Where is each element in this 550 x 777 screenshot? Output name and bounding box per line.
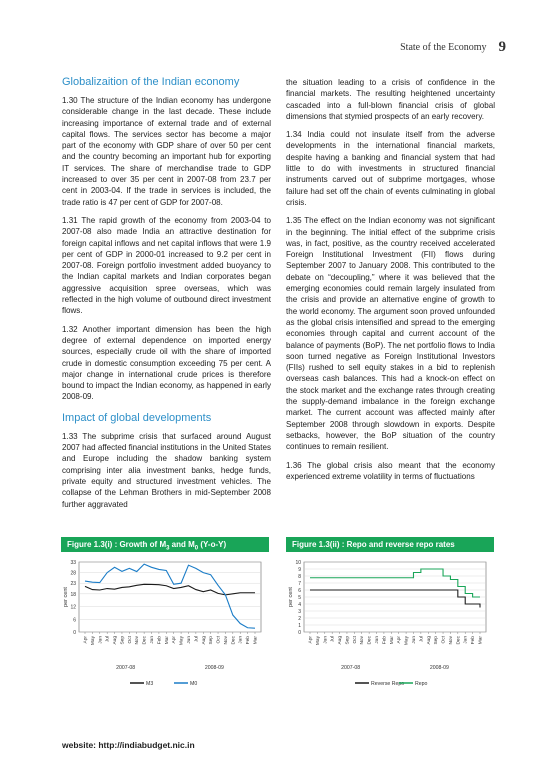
x-tick-label: May xyxy=(90,636,96,646)
figure-title: Figure 1.3(ii) : Repo and reverse repo rates xyxy=(286,537,494,552)
paragraph-1-32: 1.32 Another important dimension has been the high degree of external dependence on imported energy sources, especially crude oil with the share of imported crude in domestic consumption exceeding 75 per cent. A major change in international crude prices is therefore bound to impact the Indian economy, as happened in early 2008-09. xyxy=(62,324,271,402)
y-tick-label: 6 xyxy=(73,617,76,624)
y-tick-label: 18 xyxy=(70,591,76,598)
x-tick-label: Aug xyxy=(338,636,344,645)
x-tick-label: Oct xyxy=(216,636,222,644)
website-footer: website: http://indiabudget.nic.in xyxy=(62,740,195,750)
y-tick-label: 7 xyxy=(298,581,301,587)
legend-label: Reverse Repo xyxy=(371,681,405,687)
x-tick-label: Mar xyxy=(389,636,395,645)
x-tick-label: Jan xyxy=(238,636,244,644)
y-tick-label: 9 xyxy=(298,567,301,573)
x-tick-label: Aug xyxy=(201,636,207,645)
running-header xyxy=(400,38,506,55)
legend-label: Repo xyxy=(415,681,428,687)
x-tick-label: Sep xyxy=(345,636,351,645)
x-tick-label: Jun xyxy=(411,636,417,644)
section-title: State of the Economy xyxy=(400,42,487,53)
x-tick-label: Jan xyxy=(463,636,469,644)
x-tick-label: Jul xyxy=(194,636,200,643)
figure-repo-rates xyxy=(286,537,494,695)
x-tick-label: Jan xyxy=(150,636,156,644)
x-tick-label: Feb xyxy=(382,636,388,645)
heading-impact: Impact of global developments xyxy=(62,411,212,424)
y-axis-label: per cent xyxy=(63,587,69,607)
y-tick-label: 5 xyxy=(298,595,301,601)
figure-m3-m0 xyxy=(61,537,269,695)
x-tick-label: Jul xyxy=(330,636,336,643)
figure-title: Figure 1.3(i) : Growth of $M_3$ and $M_0$ (Y-o-Y) xyxy=(61,537,269,552)
year-label: 2008-09 xyxy=(204,665,224,671)
x-tick-label: Aug xyxy=(426,636,432,645)
x-tick-label: Jul xyxy=(105,636,111,643)
left-column xyxy=(62,76,271,517)
x-tick-label: Nov xyxy=(360,636,366,645)
x-tick-label: Mar xyxy=(164,636,170,645)
y-tick-label: 23 xyxy=(70,581,76,588)
y-tick-label: 0 xyxy=(298,630,301,636)
paragraph-1-35: 1.35 The effect on the Indian economy was not significant in the beginning. The initial effect of the subprime crisis was, in fact, positive, as the country received accelerated Foreign Institutional Investment (FII) flows during September 2007 to January 2008. This contributed to the debate on “decoupling,” where it was believed that the emerging economies could remain largely insulated from the crisis and provide an alternative engine of growth to the world economy. The argument soon proved unfounded as the global crisis intensified and spread to the emerging economies through capital and current account of the balance of payments (BoP). The net portfolio flows to India soon turned negative as Foreign Institutional Investors (FIIs) rushed to sell equity stakes in a bid to replenish overseas cash balances. This had a knock-on effect on the stock market and the exchange rates through creating the supply-demand imbalance in the foreign exchange market. The current account was affected mainly after September 2008 through slowdown in exports. Despite setbacks, however, the BoP situation of the country continues to remain resilient. xyxy=(286,216,495,452)
x-tick-label: Sep xyxy=(209,636,215,645)
x-tick-label: Feb xyxy=(157,636,163,645)
money-growth-chart xyxy=(61,552,269,690)
x-tick-label: Sep xyxy=(434,636,440,645)
x-tick-label: Nov xyxy=(223,636,229,645)
x-tick-label: Mar xyxy=(253,636,259,645)
y-tick-label: 33 xyxy=(70,560,76,566)
y-tick-label: 28 xyxy=(70,570,76,577)
x-tick-label: Apr xyxy=(308,636,314,644)
right-column xyxy=(286,77,495,489)
x-tick-label: Nov xyxy=(135,636,141,645)
x-tick-label: Apr xyxy=(83,636,89,644)
year-label: 2008-09 xyxy=(429,665,449,671)
x-tick-label: Aug xyxy=(113,636,119,645)
x-tick-label: Jun xyxy=(186,636,192,644)
x-tick-label: Dec xyxy=(367,636,373,645)
legend-label: M3 xyxy=(146,681,154,687)
x-tick-label: Mar xyxy=(478,636,484,645)
year-label: 2007-08 xyxy=(341,665,361,671)
x-tick-label: Feb xyxy=(246,636,252,645)
x-tick-label: Jun xyxy=(98,636,104,644)
x-tick-label: Oct xyxy=(127,636,133,644)
x-tick-label: Dec xyxy=(231,636,237,645)
y-axis-label: per cent xyxy=(288,587,294,607)
y-tick-label: 3 xyxy=(298,609,301,615)
x-tick-label: Feb xyxy=(471,636,477,645)
y-tick-label: 1 xyxy=(298,623,301,629)
y-tick-label: 8 xyxy=(298,574,301,580)
x-tick-label: Sep xyxy=(120,636,126,645)
y-tick-label: 12 xyxy=(70,604,76,611)
y-tick-label: 2 xyxy=(298,616,301,622)
x-tick-label: May xyxy=(404,636,410,646)
y-tick-label: 4 xyxy=(298,602,301,608)
x-tick-label: Apr xyxy=(172,636,178,644)
x-tick-label: Jul xyxy=(419,636,425,643)
x-tick-label: May xyxy=(179,636,185,646)
repo-rates-chart xyxy=(286,552,494,690)
x-tick-label: Oct xyxy=(352,636,358,644)
legend-label: M0 xyxy=(190,681,198,687)
x-tick-label: Oct xyxy=(441,636,447,644)
x-tick-label: Jan xyxy=(375,636,381,644)
year-label: 2007-08 xyxy=(116,665,136,671)
heading-globalization: Globalizaition of the Indian economy xyxy=(62,76,240,88)
y-tick-label: 0 xyxy=(73,630,76,636)
paragraph-1-33: 1.33 The subprime crisis that surfaced around August 2007 had affected financial institutions in the United States and Europe including the shadow banking system comprising inter alia investment banks, hedge funds, private equity and structured investment vehicles. The collapse of the Lehman Brothers in mid-September 2008 further aggravated xyxy=(62,431,271,509)
x-tick-label: Dec xyxy=(142,636,148,645)
x-tick-label: Nov xyxy=(448,636,454,645)
paragraph-1-36: 1.36 The global crisis also meant that the economy experienced extreme volatility in terms of fluctuations xyxy=(286,460,495,481)
page-number: 9 xyxy=(498,39,506,55)
x-tick-label: Jun xyxy=(323,636,329,644)
x-tick-label: Apr xyxy=(397,636,403,644)
paragraph-1-33-cont: the situation leading to a crisis of confidence in the financial markets. The resulting heightened uncertainty cascaded into a full-blown financial crisis of global dimensions that stymied prospects of an early recovery. xyxy=(286,78,495,121)
paragraph-1-34: 1.34 India could not insulate itself from the adverse developments in the international financial markets, despite having a banking and financial system that had little to do with investments in structured financial instruments carved out of subprime mortgages, whose failure had set off the chain of events culminating in global crisis. xyxy=(286,130,495,207)
y-tick-label: 10 xyxy=(295,560,301,566)
x-tick-label: May xyxy=(315,636,321,646)
paragraph-1-31: 1.31 The rapid growth of the economy from 2003-04 to 2007-08 also made India an attractive destination for foreign capital inflows and net capital inflows that were 1.9 per cent of GDP in 2000-01 increased to 9.2 per cent in 2007-08. Foreign portfolio investment added buoyancy to the Indian capital markets and Indian corporates began aggressive acquisition spree overseas, which was reflected in the high volume of outbound direct investment flows. xyxy=(62,215,271,316)
paragraph-1-30: 1.30 The structure of the Indian economy has undergone considerable change in the last decade. These include increasing importance of external trade and of external capital flows. The services sector has become a major part of the economy with GDP share of over 50 per cent and the country becoming an important hub for exporting IT services. The share of merchandise trade to GDP increased to over 35 per cent in 2007-08 from 23.7 per cent in 2003-04. If the trade in services is included, the trade ratio is 47 per cent of GDP for 2007-08. xyxy=(62,96,271,207)
y-tick-label: 6 xyxy=(298,588,301,594)
x-tick-label: Dec xyxy=(456,636,462,645)
